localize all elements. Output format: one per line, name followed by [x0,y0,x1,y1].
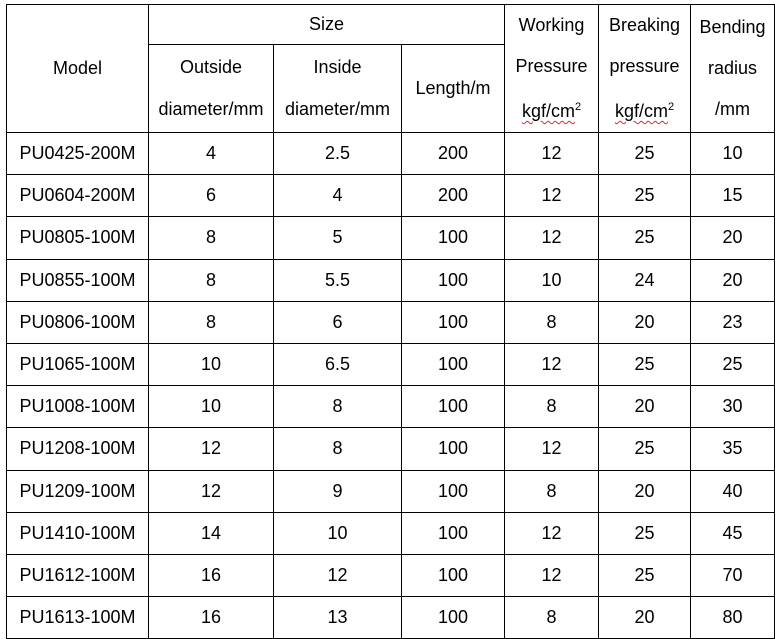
table-row [7,386,775,428]
breaking-line2: pressure [609,56,680,76]
cell-inside: 10 [274,512,402,554]
working-line1: Working [518,15,585,35]
cell-working: 8 [505,301,599,343]
header-bending-radius [691,5,775,133]
header-size-text: Size [309,13,345,34]
cell-inside: 6.5 [274,343,402,385]
cell-bending: 10 [691,133,775,175]
cell-model: PU0806-100M [7,301,149,343]
cell-breaking: 25 [599,554,691,596]
cell-model: PU1410-100M [7,512,149,554]
cell-inside: 5.5 [274,259,402,301]
header-outside-diameter [149,44,274,132]
cell-outside: 8 [149,259,274,301]
table-row [7,554,775,596]
cell-breaking: 25 [599,428,691,470]
cell-bending: 20 [691,217,775,259]
cell-model: PU0855-100M [7,259,149,301]
cell-outside: 12 [149,470,274,512]
cell-working: 8 [505,386,599,428]
cell-inside: 4 [274,175,402,217]
table-body [7,133,775,639]
cell-model: PU1208-100M [7,428,149,470]
bending-line2: radius [708,58,758,78]
cell-working: 8 [505,597,599,639]
cell-outside: 16 [149,554,274,596]
cell-bending: 45 [691,512,775,554]
working-line2: Pressure [515,56,588,76]
inside-line1: Inside [313,57,362,78]
header-size-group [149,5,505,45]
cell-bending: 70 [691,554,775,596]
cell-bending: 23 [691,301,775,343]
cell-model: PU1008-100M [7,386,149,428]
cell-inside: 6 [274,301,402,343]
cell-inside: 2.5 [274,133,402,175]
cell-length: 100 [402,217,505,259]
breaking-unit [615,87,674,132]
table-row [7,217,775,259]
cell-working: 12 [505,133,599,175]
cell-inside: 9 [274,470,402,512]
cell-inside: 8 [274,428,402,470]
cell-inside: 5 [274,217,402,259]
cell-length: 100 [402,512,505,554]
table-row [7,470,775,512]
cell-inside: 12 [274,554,402,596]
header-working-pressure [505,5,599,133]
working-unit-sup: 2 [574,101,582,113]
cell-outside: 16 [149,597,274,639]
cell-breaking: 20 [599,470,691,512]
cell-outside: 14 [149,512,274,554]
cell-breaking: 25 [599,512,691,554]
table-row [7,133,775,175]
cell-model: PU0425-200M [7,133,149,175]
working-unit-base: kgf/cm [521,101,575,121]
header-model-text: Model [52,58,103,78]
cell-working: 12 [505,512,599,554]
cell-bending: 40 [691,470,775,512]
cell-outside: 10 [149,386,274,428]
cell-length: 100 [402,470,505,512]
table-row [7,175,775,217]
cell-breaking: 25 [599,133,691,175]
cell-outside: 8 [149,217,274,259]
table-row [7,512,775,554]
cell-working: 8 [505,470,599,512]
cell-bending: 30 [691,386,775,428]
table-row [7,428,775,470]
table-row [7,259,775,301]
cell-working: 12 [505,343,599,385]
cell-breaking: 25 [599,217,691,259]
table-row [7,343,775,385]
cell-model: PU1209-100M [7,470,149,512]
cell-bending: 80 [691,597,775,639]
header-length [402,44,505,132]
cell-length: 100 [402,428,505,470]
cell-inside: 13 [274,597,402,639]
inside-line2: diameter/mm [284,99,391,120]
cell-working: 10 [505,259,599,301]
cell-length: 100 [402,301,505,343]
cell-outside: 8 [149,301,274,343]
cell-length: 100 [402,386,505,428]
cell-breaking: 20 [599,597,691,639]
cell-working: 12 [505,428,599,470]
header-row-top [7,5,775,45]
cell-inside: 8 [274,386,402,428]
spec-table [6,4,775,639]
cell-model: PU0604-200M [7,175,149,217]
bending-line3: /mm [715,99,751,119]
cell-breaking: 24 [599,259,691,301]
cell-outside: 12 [149,428,274,470]
cell-outside: 4 [149,133,274,175]
cell-model: PU1612-100M [7,554,149,596]
bending-line1: Bending [699,17,766,37]
cell-bending: 20 [691,259,775,301]
length-text: Length/m [415,77,491,98]
breaking-unit-base: kgf/cm [614,101,668,121]
cell-model: PU1613-100M [7,597,149,639]
cell-working: 12 [505,175,599,217]
cell-breaking: 20 [599,386,691,428]
cell-working: 12 [505,217,599,259]
table-row [7,597,775,639]
table-header [7,5,775,133]
header-breaking-pressure [599,5,691,133]
breaking-line1: Breaking [608,15,681,35]
cell-model: PU1065-100M [7,343,149,385]
cell-outside: 10 [149,343,274,385]
cell-breaking: 25 [599,175,691,217]
header-inside-diameter [274,44,402,132]
cell-bending: 35 [691,428,775,470]
cell-length: 100 [402,259,505,301]
table-row [7,301,775,343]
outside-line1: Outside [179,57,243,78]
cell-length: 200 [402,175,505,217]
cell-outside: 6 [149,175,274,217]
cell-model: PU0805-100M [7,217,149,259]
cell-breaking: 20 [599,301,691,343]
cell-working: 12 [505,554,599,596]
cell-length: 100 [402,597,505,639]
cell-length: 100 [402,343,505,385]
cell-length: 100 [402,554,505,596]
outside-line2: diameter/mm [158,99,264,120]
header-model [7,5,149,133]
cell-bending: 25 [691,343,775,385]
cell-length: 200 [402,133,505,175]
breaking-unit-sup: 2 [667,101,675,113]
working-unit [522,87,581,132]
cell-bending: 15 [691,175,775,217]
cell-breaking: 25 [599,343,691,385]
